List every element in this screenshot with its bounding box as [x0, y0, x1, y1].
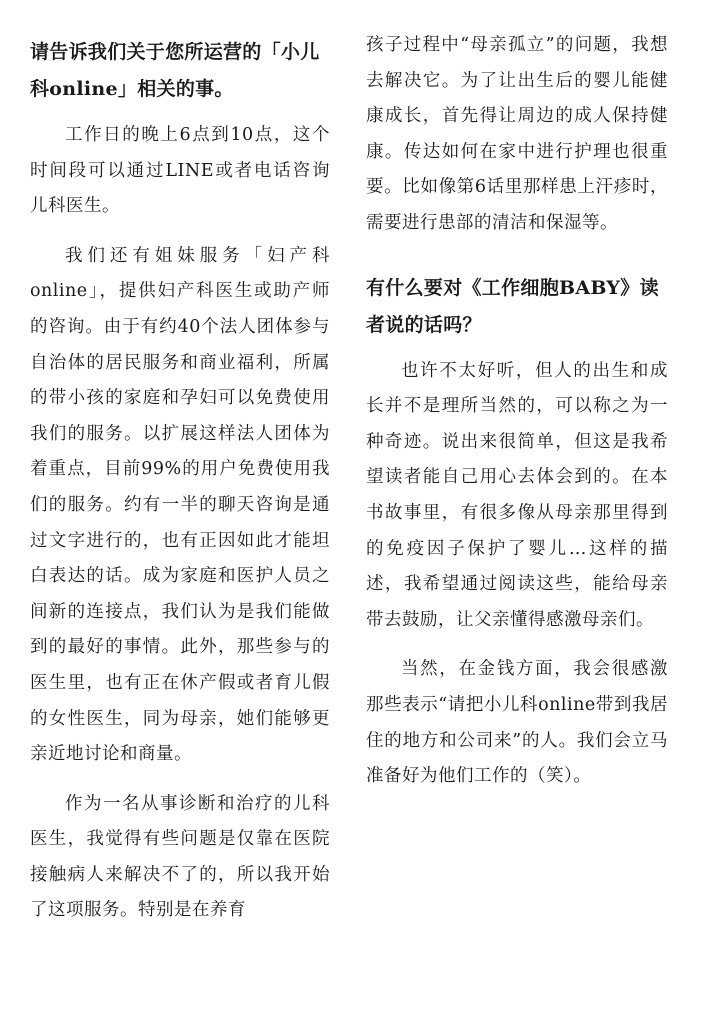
- answer-paragraph: 我们还有姐妹服务「妇产科online」，提供妇产科医生或助产师的咨询。由于有约40个法人团体参与自治体的居民服务和商业福利，所属的带小孩的家庭和孕妇可以免费使用我们的服务。以扩展这样法人团体为着重点，目前99%的用户免费使用我们的服务。约有一半的聊天咨询是通过文字进行的，也有正因如此才能坦白表达的话。成为家庭和医护人员之间新的连接点，我们认为是我们能做到的最好的事情。此外，那些参与的医生里，也有正在休产假或者育儿假的女性医生，同为母亲，她们能够更亲近地讨论和商量。: [30, 245, 330, 765]
- interview-question-1: 请告诉我们关于您所运营的「小儿科online」相关的事。: [30, 41, 320, 100]
- interview-question-2: 有什么要对《工作细胞BABY》读者说的话吗？: [366, 276, 659, 336]
- answer-paragraph: 也许不太好听，但人的出生和成长并不是理所当然的，可以称之为一种奇迹。说出来很简单，但这是我希望读者能自己用心去体会到的。在本书故事里，有很多像从母亲那里得到的免疫因子保护了婴儿…这样的描述，我希望通过阅读这些，能给母亲带去鼓励，让父亲懂得感激母亲们。: [366, 360, 668, 630]
- answer-paragraph: 作为一名从事诊断和治疗的儿科医生，我觉得有些问题是仅靠在医院接触病人来解决不了的，所以我开始了这项服务。特别是在养育: [30, 793, 330, 921]
- answer-paragraph: 工作日的晚上6点到10点，这个时间段可以通过LINE或者电话咨询儿科医生。: [30, 125, 330, 217]
- right-column: [366, 28, 668, 809]
- answer-paragraph-continued: 孩子过程中“母亲孤立”的问题，我想去解决它。为了让出生后的婴儿能健康成长，首先得让周边的成人保持健康。传达如何在家中进行护理也很重要。比如像第6话里那样患上汗疹时，需要进行患部的清洁和保湿等。: [366, 35, 668, 233]
- answer-paragraph: 当然，在金钱方面，我会很感激那些表示“请把小儿科online带到我居住的地方和公司来”的人。我们会立马准备好为他们工作的（笑）。: [366, 659, 668, 787]
- left-column: [30, 28, 330, 943]
